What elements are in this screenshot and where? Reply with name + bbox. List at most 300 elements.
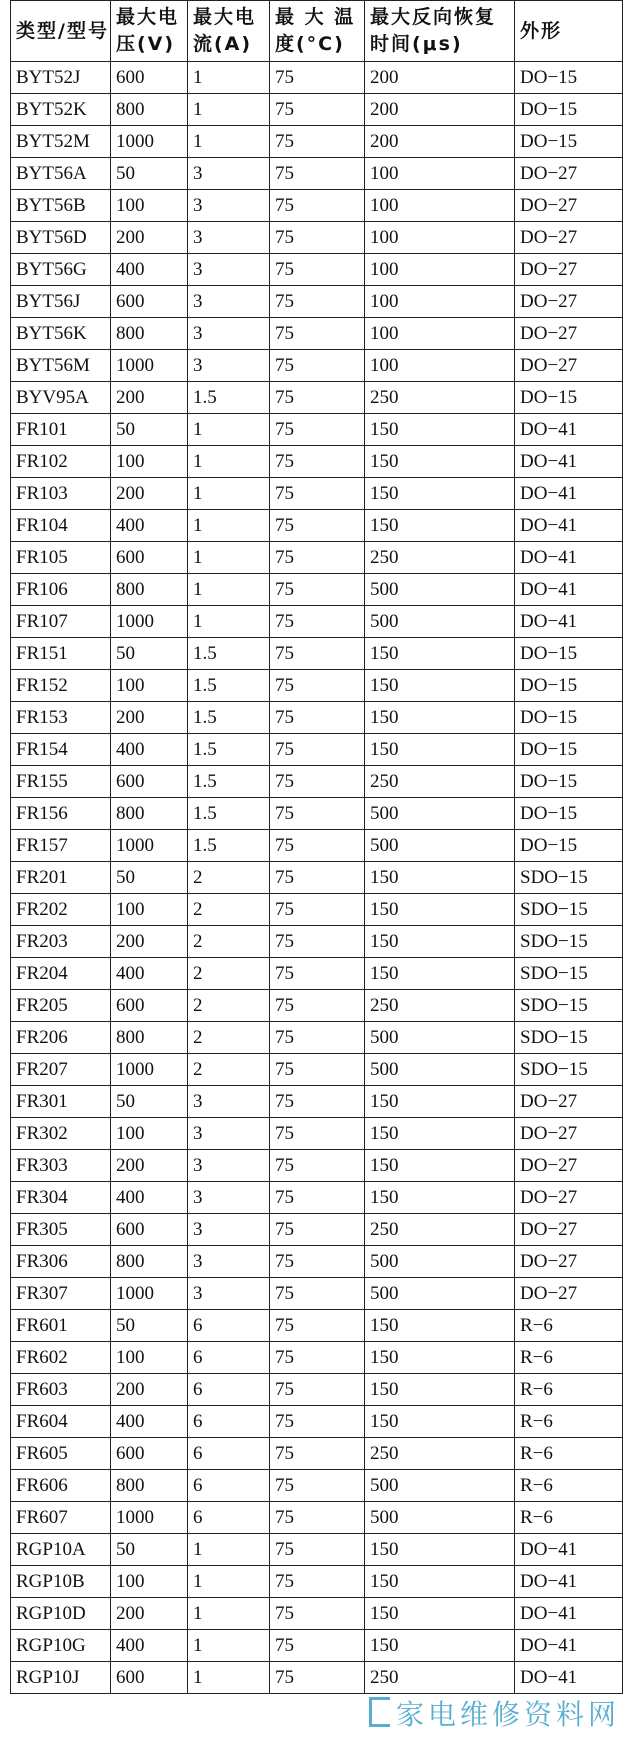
table-row (11, 1534, 623, 1566)
cell-type: FR602 (11, 1342, 111, 1374)
table-row (11, 1566, 623, 1598)
cell-temperature: 75 (270, 1534, 365, 1566)
cell-temperature: 75 (270, 382, 365, 414)
cell-recovery-time: 150 (365, 1598, 515, 1630)
cell-voltage: 400 (111, 1630, 188, 1662)
cell-recovery-time: 150 (365, 1310, 515, 1342)
table-row (11, 1118, 623, 1150)
cell-type: FR103 (11, 478, 111, 510)
table-row (11, 1246, 623, 1278)
table-row (11, 478, 623, 510)
cell-recovery-time: 200 (365, 62, 515, 94)
cell-temperature: 75 (270, 1406, 365, 1438)
cell-temperature: 75 (270, 606, 365, 638)
cell-voltage: 200 (111, 382, 188, 414)
cell-voltage: 50 (111, 638, 188, 670)
cell-recovery-time: 500 (365, 1054, 515, 1086)
cell-temperature: 75 (270, 1054, 365, 1086)
cell-voltage: 1000 (111, 1502, 188, 1534)
cell-current: 3 (188, 1182, 270, 1214)
cell-package: R−6 (515, 1406, 623, 1438)
cell-current: 2 (188, 958, 270, 990)
table-row (11, 574, 623, 606)
cell-package: DO−41 (515, 542, 623, 574)
cell-type: FR305 (11, 1214, 111, 1246)
table-row (11, 606, 623, 638)
cell-current: 6 (188, 1342, 270, 1374)
cell-current: 1 (188, 1598, 270, 1630)
table-row (11, 1374, 623, 1406)
table-row (11, 1630, 623, 1662)
cell-temperature: 75 (270, 446, 365, 478)
watermark-icon (369, 1697, 390, 1727)
table-row (11, 1086, 623, 1118)
cell-current: 2 (188, 1022, 270, 1054)
cell-recovery-time: 500 (365, 606, 515, 638)
cell-package: DO−27 (515, 1086, 623, 1118)
cell-recovery-time: 500 (365, 1022, 515, 1054)
cell-current: 1.5 (188, 702, 270, 734)
header-package: 外形 (515, 1, 623, 62)
cell-voltage: 100 (111, 670, 188, 702)
cell-recovery-time: 150 (365, 894, 515, 926)
cell-temperature: 75 (270, 94, 365, 126)
table-row (11, 1662, 623, 1694)
cell-current: 1 (188, 446, 270, 478)
cell-temperature: 75 (270, 286, 365, 318)
header-max-voltage: 最大电压(V) (111, 1, 188, 62)
cell-type: BYT56A (11, 158, 111, 190)
cell-recovery-time: 150 (365, 734, 515, 766)
fast-recovery-diode-table (10, 0, 623, 1694)
cell-voltage: 50 (111, 1086, 188, 1118)
cell-recovery-time: 100 (365, 286, 515, 318)
cell-voltage: 100 (111, 446, 188, 478)
cell-recovery-time: 150 (365, 1406, 515, 1438)
cell-type: FR307 (11, 1278, 111, 1310)
cell-type: FR102 (11, 446, 111, 478)
cell-temperature: 75 (270, 894, 365, 926)
cell-recovery-time: 100 (365, 158, 515, 190)
cell-type: FR303 (11, 1150, 111, 1182)
cell-type: BYT56G (11, 254, 111, 286)
watermark-text: 家电维修资料网 (395, 1698, 620, 1731)
cell-package: DO−27 (515, 158, 623, 190)
cell-temperature: 75 (270, 414, 365, 446)
cell-voltage: 800 (111, 318, 188, 350)
table-row (11, 1406, 623, 1438)
table-row (11, 94, 623, 126)
cell-temperature: 75 (270, 1150, 365, 1182)
cell-recovery-time: 500 (365, 1502, 515, 1534)
cell-package: DO−15 (515, 638, 623, 670)
cell-type: BYT52J (11, 62, 111, 94)
table-row (11, 894, 623, 926)
cell-temperature: 75 (270, 1310, 365, 1342)
cell-type: FR156 (11, 798, 111, 830)
cell-type: FR202 (11, 894, 111, 926)
cell-voltage: 1000 (111, 1278, 188, 1310)
cell-type: BYT56K (11, 318, 111, 350)
cell-type: FR603 (11, 1374, 111, 1406)
cell-type: BYT56D (11, 222, 111, 254)
cell-temperature: 75 (270, 1374, 365, 1406)
cell-temperature: 75 (270, 1246, 365, 1278)
cell-recovery-time: 150 (365, 1342, 515, 1374)
cell-recovery-time: 150 (365, 1534, 515, 1566)
cell-package: SDO−15 (515, 1022, 623, 1054)
cell-voltage: 50 (111, 414, 188, 446)
cell-temperature: 75 (270, 702, 365, 734)
cell-type: FR204 (11, 958, 111, 990)
cell-voltage: 100 (111, 1566, 188, 1598)
cell-type: FR201 (11, 862, 111, 894)
cell-recovery-time: 250 (365, 1662, 515, 1694)
table-row (11, 638, 623, 670)
cell-voltage: 400 (111, 510, 188, 542)
cell-package: DO−15 (515, 62, 623, 94)
cell-temperature: 75 (270, 510, 365, 542)
cell-recovery-time: 150 (365, 1086, 515, 1118)
cell-type: FR106 (11, 574, 111, 606)
table-row (11, 670, 623, 702)
cell-package: DO−27 (515, 286, 623, 318)
cell-package: SDO−15 (515, 894, 623, 926)
table-row (11, 1214, 623, 1246)
cell-current: 1.5 (188, 382, 270, 414)
header-type: 类型/型号 (11, 1, 111, 62)
cell-voltage: 400 (111, 1182, 188, 1214)
cell-current: 3 (188, 254, 270, 286)
cell-package: DO−15 (515, 766, 623, 798)
cell-temperature: 75 (270, 862, 365, 894)
cell-temperature: 75 (270, 766, 365, 798)
cell-temperature: 75 (270, 990, 365, 1022)
cell-voltage: 200 (111, 1374, 188, 1406)
cell-type: FR154 (11, 734, 111, 766)
cell-current: 1 (188, 1630, 270, 1662)
cell-package: DO−41 (515, 1630, 623, 1662)
cell-voltage: 400 (111, 1406, 188, 1438)
cell-current: 1 (188, 1534, 270, 1566)
cell-current: 1.5 (188, 670, 270, 702)
cell-package: SDO−15 (515, 926, 623, 958)
cell-recovery-time: 500 (365, 1246, 515, 1278)
cell-temperature: 75 (270, 190, 365, 222)
cell-package: DO−27 (515, 254, 623, 286)
cell-voltage: 600 (111, 286, 188, 318)
table-row (11, 1470, 623, 1502)
cell-voltage: 800 (111, 1470, 188, 1502)
cell-type: FR157 (11, 830, 111, 862)
cell-current: 6 (188, 1310, 270, 1342)
cell-package: R−6 (515, 1374, 623, 1406)
table-row (11, 382, 623, 414)
cell-type: RGP10B (11, 1566, 111, 1598)
table-row (11, 766, 623, 798)
cell-package: DO−15 (515, 830, 623, 862)
cell-type: FR604 (11, 1406, 111, 1438)
cell-package: SDO−15 (515, 862, 623, 894)
table-row (11, 158, 623, 190)
cell-package: R−6 (515, 1438, 623, 1470)
cell-voltage: 1000 (111, 1054, 188, 1086)
cell-recovery-time: 250 (365, 1438, 515, 1470)
cell-current: 1 (188, 126, 270, 158)
cell-recovery-time: 100 (365, 350, 515, 382)
cell-package: R−6 (515, 1502, 623, 1534)
cell-recovery-time: 150 (365, 638, 515, 670)
cell-temperature: 75 (270, 574, 365, 606)
cell-type: BYT56B (11, 190, 111, 222)
cell-type: FR306 (11, 1246, 111, 1278)
cell-temperature: 75 (270, 1598, 365, 1630)
table-header-row (11, 1, 623, 62)
cell-type: FR105 (11, 542, 111, 574)
cell-current: 3 (188, 1214, 270, 1246)
cell-type: BYT52K (11, 94, 111, 126)
table-row (11, 1342, 623, 1374)
cell-type: FR607 (11, 1502, 111, 1534)
table-row (11, 1502, 623, 1534)
cell-recovery-time: 150 (365, 1182, 515, 1214)
cell-type: FR302 (11, 1118, 111, 1150)
cell-type: BYT52M (11, 126, 111, 158)
cell-temperature: 75 (270, 1662, 365, 1694)
cell-voltage: 200 (111, 478, 188, 510)
cell-current: 1 (188, 606, 270, 638)
cell-current: 1.5 (188, 734, 270, 766)
cell-temperature: 75 (270, 318, 365, 350)
table-row (11, 1150, 623, 1182)
cell-temperature: 75 (270, 126, 365, 158)
cell-temperature: 75 (270, 1566, 365, 1598)
cell-current: 1 (188, 542, 270, 574)
cell-current: 1 (188, 1566, 270, 1598)
header-recovery-time: 最大反向恢复时间(μs) (365, 1, 515, 62)
table-row (11, 798, 623, 830)
cell-type: FR203 (11, 926, 111, 958)
cell-voltage: 1000 (111, 830, 188, 862)
cell-temperature: 75 (270, 1278, 365, 1310)
cell-type: FR104 (11, 510, 111, 542)
cell-type: RGP10D (11, 1598, 111, 1630)
cell-package: DO−15 (515, 94, 623, 126)
table-row (11, 830, 623, 862)
cell-temperature: 75 (270, 1022, 365, 1054)
cell-current: 2 (188, 862, 270, 894)
cell-recovery-time: 500 (365, 1470, 515, 1502)
table-row (11, 286, 623, 318)
table-row (11, 1182, 623, 1214)
cell-current: 1 (188, 574, 270, 606)
cell-current: 1 (188, 62, 270, 94)
cell-current: 6 (188, 1502, 270, 1534)
cell-package: DO−27 (515, 318, 623, 350)
cell-package: DO−41 (515, 574, 623, 606)
cell-package: DO−27 (515, 1278, 623, 1310)
cell-current: 3 (188, 1246, 270, 1278)
cell-voltage: 400 (111, 958, 188, 990)
cell-voltage: 600 (111, 1214, 188, 1246)
table-row (11, 1310, 623, 1342)
cell-type: FR101 (11, 414, 111, 446)
cell-package: DO−27 (515, 350, 623, 382)
cell-temperature: 75 (270, 1182, 365, 1214)
header-max-current: 最大电流(A) (188, 1, 270, 62)
cell-recovery-time: 500 (365, 798, 515, 830)
table-row (11, 958, 623, 990)
cell-type: RGP10J (11, 1662, 111, 1694)
cell-current: 3 (188, 1118, 270, 1150)
cell-recovery-time: 250 (365, 1214, 515, 1246)
cell-current: 1.5 (188, 766, 270, 798)
cell-temperature: 75 (270, 1086, 365, 1118)
cell-voltage: 400 (111, 254, 188, 286)
cell-voltage: 600 (111, 766, 188, 798)
cell-recovery-time: 150 (365, 1630, 515, 1662)
cell-current: 1 (188, 478, 270, 510)
cell-current: 3 (188, 190, 270, 222)
cell-voltage: 1000 (111, 350, 188, 382)
table-row (11, 414, 623, 446)
cell-voltage: 50 (111, 862, 188, 894)
cell-temperature: 75 (270, 1630, 365, 1662)
cell-package: DO−41 (515, 1598, 623, 1630)
cell-package: DO−15 (515, 670, 623, 702)
table-row (11, 734, 623, 766)
table-row (11, 1598, 623, 1630)
table-row (11, 446, 623, 478)
cell-temperature: 75 (270, 254, 365, 286)
table-row (11, 862, 623, 894)
table-row (11, 350, 623, 382)
cell-recovery-time: 250 (365, 382, 515, 414)
cell-package: DO−27 (515, 190, 623, 222)
cell-voltage: 800 (111, 1246, 188, 1278)
cell-temperature: 75 (270, 830, 365, 862)
cell-voltage: 200 (111, 702, 188, 734)
cell-temperature: 75 (270, 670, 365, 702)
cell-package: DO−15 (515, 798, 623, 830)
cell-current: 3 (188, 318, 270, 350)
cell-voltage: 100 (111, 1118, 188, 1150)
cell-current: 3 (188, 1150, 270, 1182)
cell-current: 3 (188, 350, 270, 382)
cell-package: DO−27 (515, 1246, 623, 1278)
header-max-temperature: 最 大 温度(°C) (270, 1, 365, 62)
cell-type: FR107 (11, 606, 111, 638)
cell-voltage: 100 (111, 190, 188, 222)
cell-temperature: 75 (270, 798, 365, 830)
cell-recovery-time: 150 (365, 670, 515, 702)
cell-temperature: 75 (270, 1118, 365, 1150)
cell-package: DO−41 (515, 414, 623, 446)
cell-recovery-time: 250 (365, 542, 515, 574)
table-row (11, 1022, 623, 1054)
cell-package: DO−41 (515, 510, 623, 542)
cell-current: 1.5 (188, 798, 270, 830)
cell-temperature: 75 (270, 1502, 365, 1534)
cell-package: DO−27 (515, 1118, 623, 1150)
cell-recovery-time: 200 (365, 94, 515, 126)
table-row (11, 926, 623, 958)
table-row (11, 1054, 623, 1086)
cell-type: FR155 (11, 766, 111, 798)
cell-type: FR207 (11, 1054, 111, 1086)
cell-type: FR605 (11, 1438, 111, 1470)
cell-current: 2 (188, 1054, 270, 1086)
cell-package: DO−41 (515, 1662, 623, 1694)
cell-recovery-time: 150 (365, 926, 515, 958)
cell-temperature: 75 (270, 1438, 365, 1470)
cell-type: BYV95A (11, 382, 111, 414)
cell-temperature: 75 (270, 542, 365, 574)
cell-current: 1.5 (188, 638, 270, 670)
cell-voltage: 800 (111, 574, 188, 606)
cell-type: FR206 (11, 1022, 111, 1054)
cell-recovery-time: 150 (365, 446, 515, 478)
cell-temperature: 75 (270, 478, 365, 510)
cell-recovery-time: 150 (365, 1374, 515, 1406)
cell-voltage: 600 (111, 1662, 188, 1694)
cell-current: 2 (188, 926, 270, 958)
cell-current: 6 (188, 1470, 270, 1502)
table-row (11, 190, 623, 222)
cell-package: DO−41 (515, 1534, 623, 1566)
cell-temperature: 75 (270, 1214, 365, 1246)
cell-package: DO−27 (515, 1214, 623, 1246)
table-row (11, 990, 623, 1022)
cell-package: DO−41 (515, 446, 623, 478)
table-row (11, 510, 623, 542)
cell-recovery-time: 150 (365, 702, 515, 734)
cell-recovery-time: 500 (365, 1278, 515, 1310)
cell-package: R−6 (515, 1470, 623, 1502)
cell-voltage: 100 (111, 894, 188, 926)
cell-recovery-time: 100 (365, 318, 515, 350)
cell-voltage: 200 (111, 926, 188, 958)
cell-package: SDO−15 (515, 1054, 623, 1086)
cell-package: R−6 (515, 1342, 623, 1374)
cell-current: 2 (188, 894, 270, 926)
cell-type: FR152 (11, 670, 111, 702)
table-row (11, 222, 623, 254)
cell-package: DO−27 (515, 1150, 623, 1182)
watermark-logo (369, 1693, 620, 1733)
cell-recovery-time: 150 (365, 1566, 515, 1598)
cell-current: 6 (188, 1374, 270, 1406)
cell-current: 1 (188, 510, 270, 542)
cell-type: FR153 (11, 702, 111, 734)
cell-current: 1 (188, 1662, 270, 1694)
document-page (10, 0, 622, 1694)
cell-package: DO−27 (515, 222, 623, 254)
cell-voltage: 600 (111, 62, 188, 94)
cell-voltage: 800 (111, 1022, 188, 1054)
cell-recovery-time: 500 (365, 830, 515, 862)
table-row (11, 254, 623, 286)
cell-type: RGP10A (11, 1534, 111, 1566)
cell-type: FR606 (11, 1470, 111, 1502)
cell-type: FR601 (11, 1310, 111, 1342)
cell-recovery-time: 100 (365, 254, 515, 286)
table-row (11, 62, 623, 94)
cell-temperature: 75 (270, 1470, 365, 1502)
cell-current: 1.5 (188, 830, 270, 862)
cell-current: 3 (188, 222, 270, 254)
cell-recovery-time: 150 (365, 510, 515, 542)
